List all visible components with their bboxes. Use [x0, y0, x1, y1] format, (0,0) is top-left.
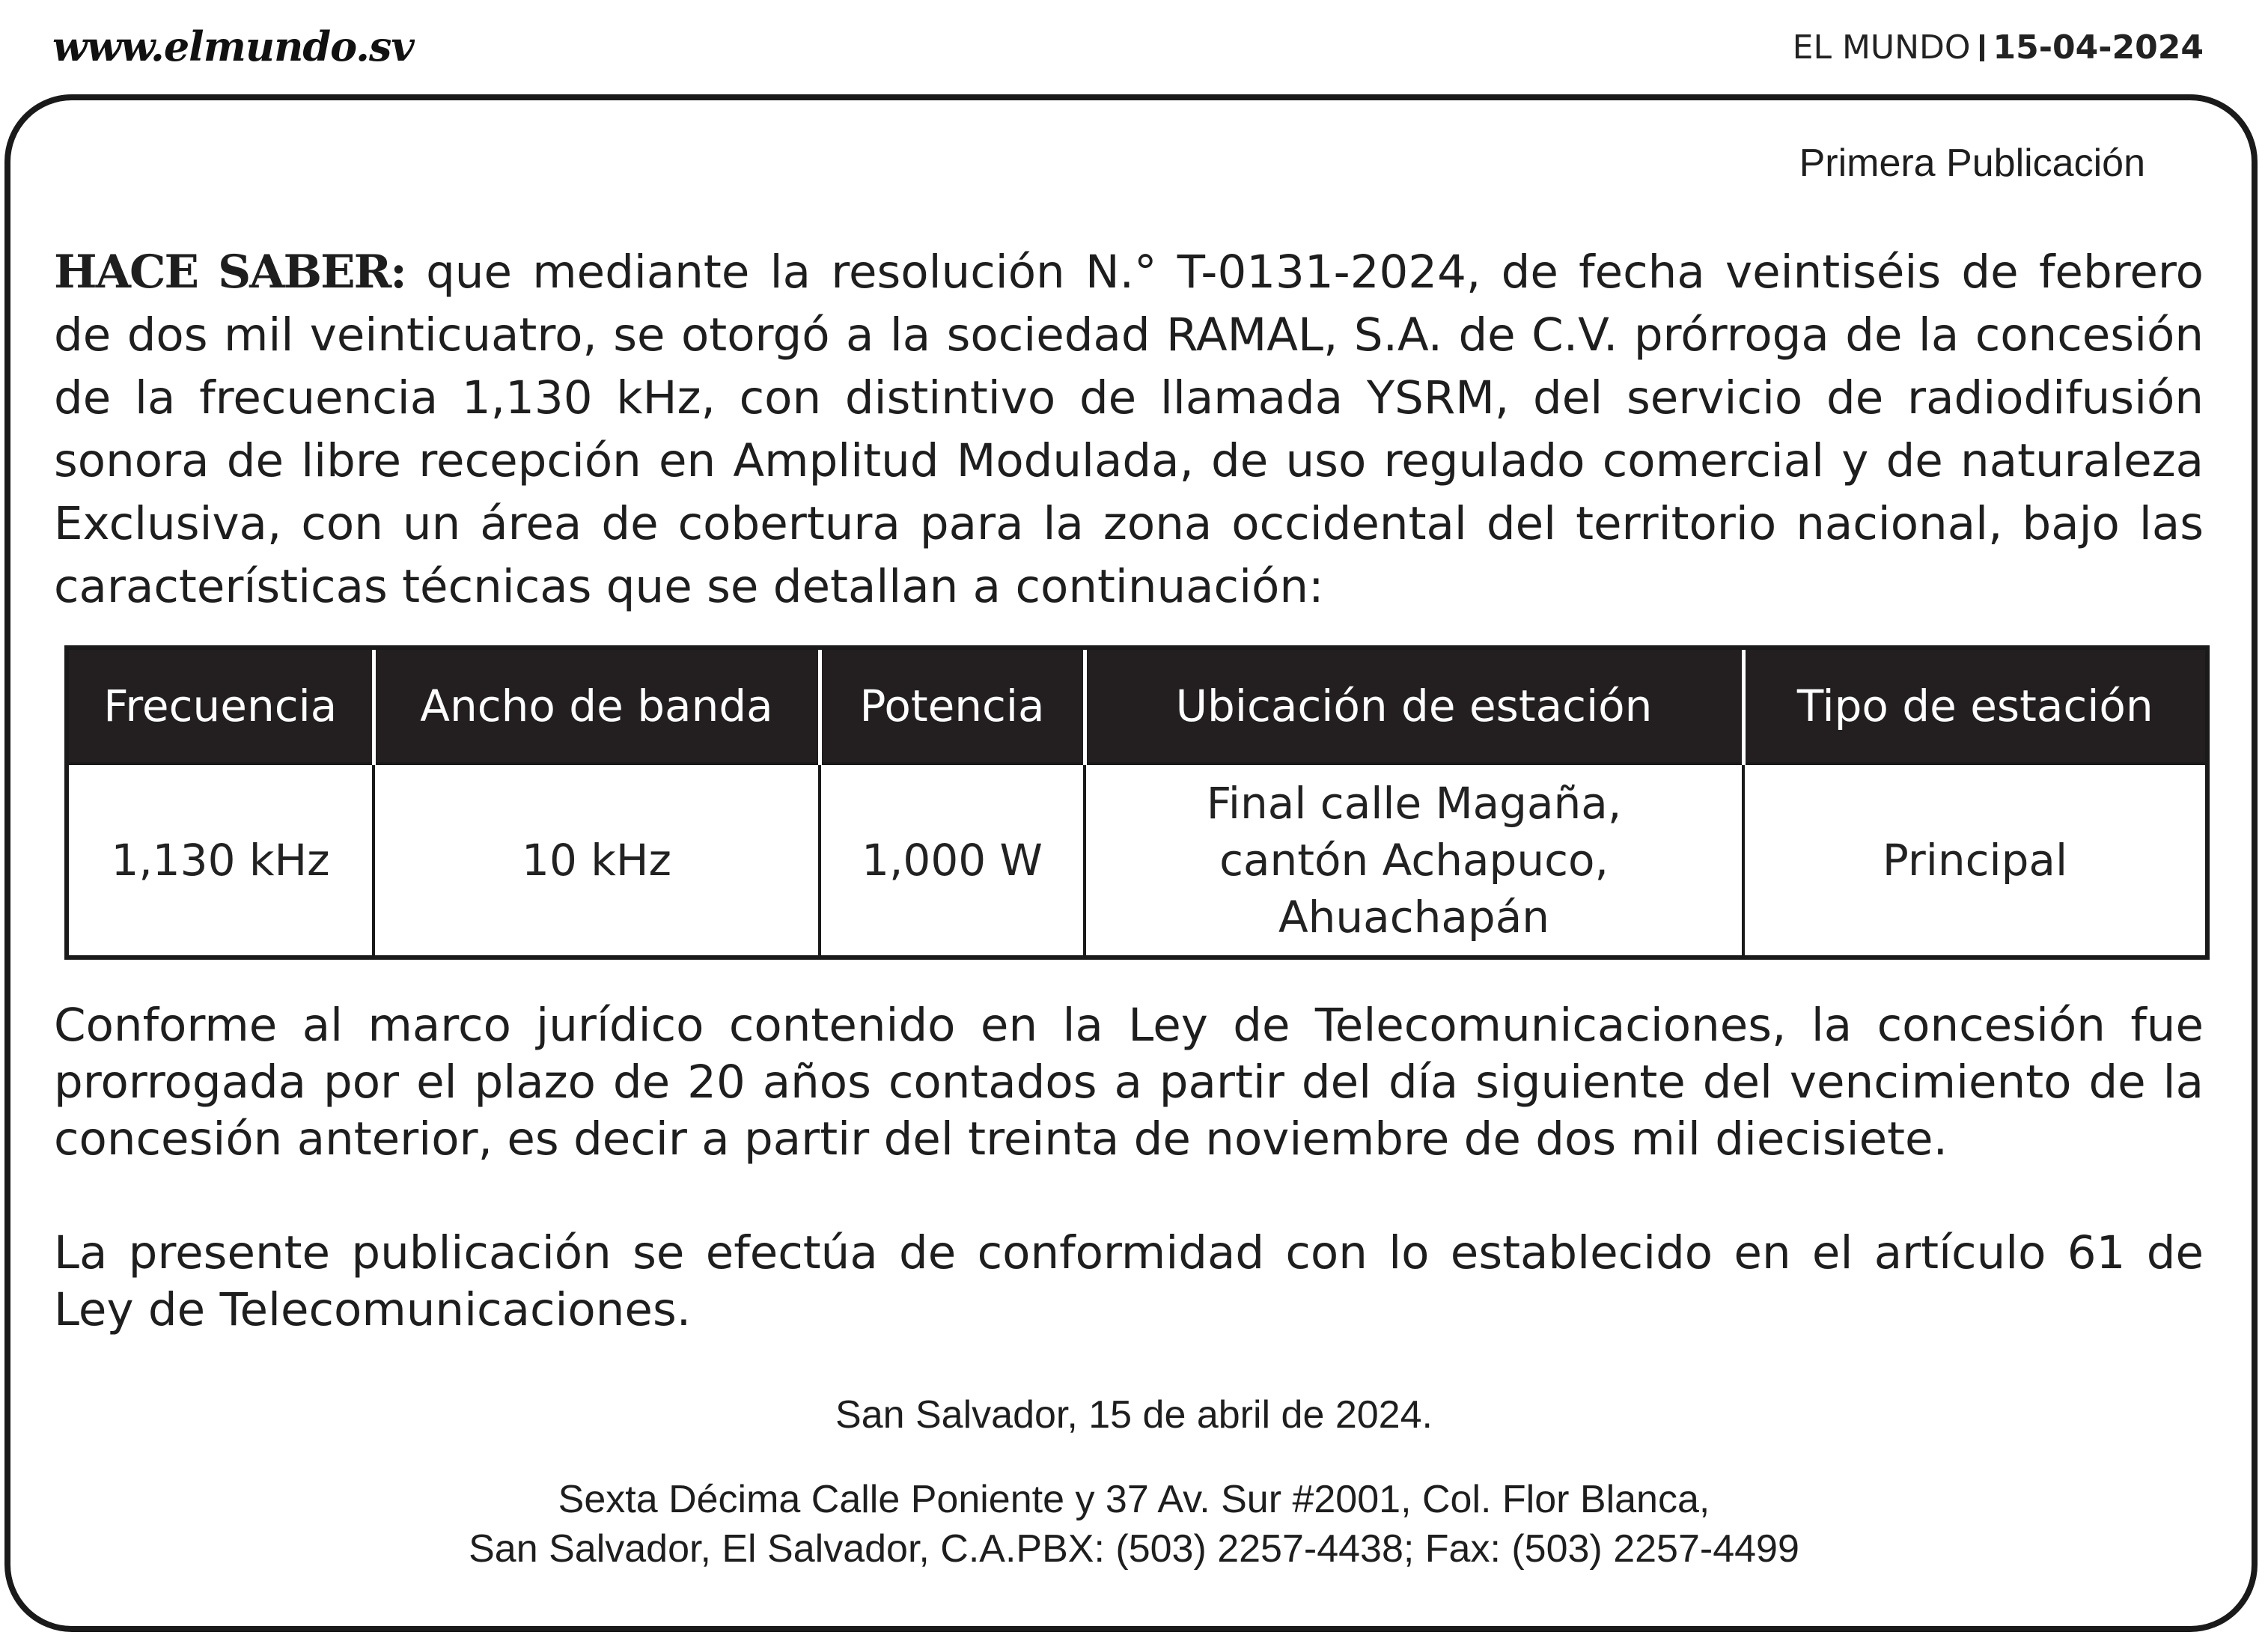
technical-specs-table — [64, 645, 2210, 960]
publication-label: Primera Publicación — [1799, 141, 2145, 185]
address-block — [0, 1475, 2268, 1574]
column-header-location: Ubicación de estación — [1085, 648, 1743, 764]
site-url: www.elmundo.sv — [52, 22, 414, 70]
issue-date: 15-04-2024 — [1993, 28, 2204, 67]
cell-frequency: 1,130 kHz — [67, 764, 374, 957]
column-header-power: Potencia — [820, 648, 1085, 764]
lead-paragraph — [54, 241, 2204, 618]
masthead-separator — [1980, 34, 1984, 61]
masthead — [1793, 28, 2204, 67]
table-header-row — [67, 648, 2207, 764]
lead-in: HACE SABER: — [54, 246, 406, 299]
cell-location: Final calle Magaña, cantón Achapuco, Ahuachapán — [1085, 764, 1743, 957]
lead-text: que mediante la resolución N.° T-0131-2024, de fecha veintiséis de febrero de dos mil veinticuatro, se otorgó a la sociedad RAMAL, S.A. de C.V. prórroga de la concesión de la frecuencia 1,130 kHz, con distintivo de llamada YSRM, del servicio de radiodifusión sonora de libre recepción en Amplitud Modulada, de uso regulado comercial y de naturaleza Exclusiva, con un área de cobertura para la zona occidental del territorio nacional, bajo las características técnicas que se detallan a continuación: — [54, 246, 2204, 613]
cell-bandwidth: 10 kHz — [374, 764, 820, 957]
column-header-bandwidth: Ancho de banda — [374, 648, 820, 764]
newspaper-name: EL MUNDO — [1792, 28, 1971, 67]
column-header-station-type: Tipo de estación — [1743, 648, 2207, 764]
contact-line: San Salvador, El Salvador, C.A.PBX: (503) 2257-4438; Fax: (503) 2257-4499 — [469, 1527, 1799, 1571]
cell-power: 1,000 W — [820, 764, 1085, 957]
table-row — [67, 764, 2207, 957]
concession-term-paragraph: Conforme al marco jurídico contenido en la Ley de Telecomunicaciones, la concesión fue prorrogada por el plazo de 20 años contados a partir del día siguiente del vencimiento de la concesión anterior, es decir a partir del treinta de noviembre de dos mil diecisiete. — [54, 999, 2204, 1166]
address-line: Sexta Décima Calle Poniente y 37 Av. Sur #2001, Col. Flor Blanca, — [558, 1478, 1710, 1521]
page-header — [0, 0, 2268, 94]
cell-station-type: Principal — [1743, 764, 2207, 957]
legal-basis-paragraph: La presente publicación se efectúa de conformidad con lo establecido en el artículo 61 de Ley de Telecomunicaciones. — [54, 1226, 2204, 1336]
place-and-date: San Salvador, 15 de abril de 2024. — [835, 1393, 1433, 1437]
column-header-frequency: Frecuencia — [67, 648, 374, 764]
